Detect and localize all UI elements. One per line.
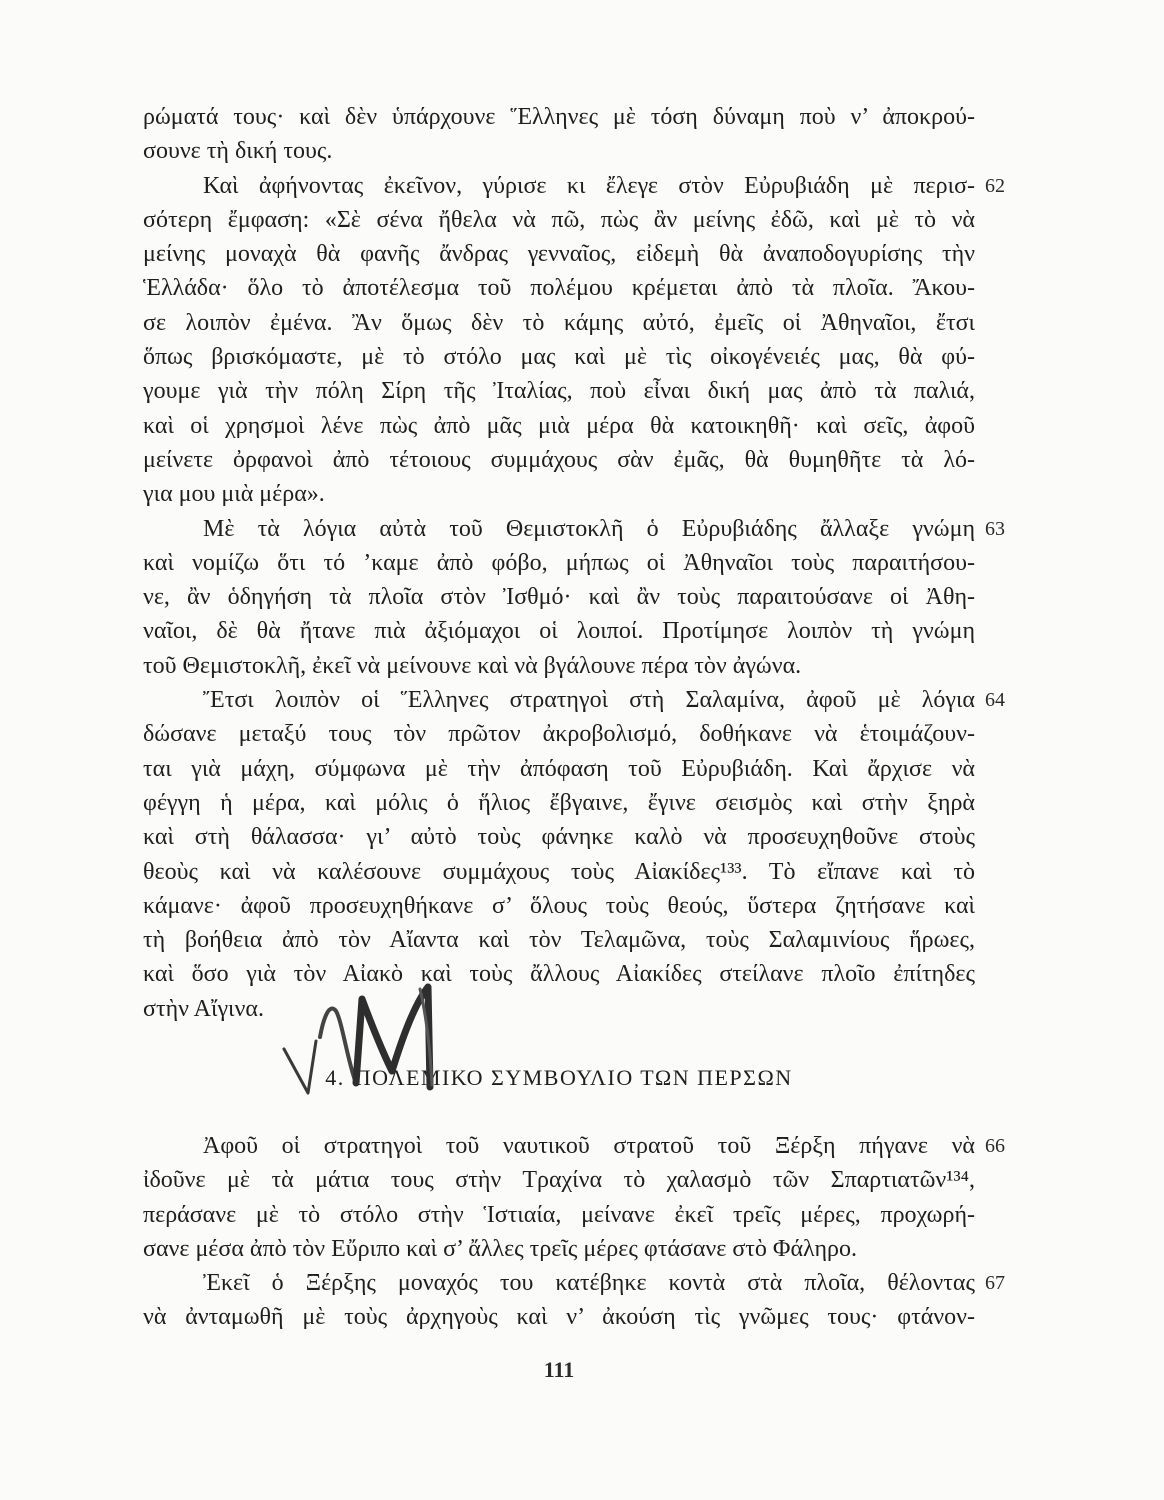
text-line: τὴ βοήθεια ἀπὸ τὸν Αἴαντα καὶ τὸν Τελαμῶνα, τοὺς Σαλαμινίους ἥρωες, bbox=[143, 927, 975, 954]
paragraph bbox=[143, 512, 1005, 683]
chapter-heading-number: 4. bbox=[325, 1065, 345, 1090]
marginal-chapter-number: 62 bbox=[985, 174, 1005, 197]
text-line: φέγγη ἡ μέρα, καὶ μόλις ὁ ἥλιος ἔβγαινε, ἔγινε σεισμὸς καὶ στὴν ξηρὰ bbox=[143, 789, 975, 816]
paragraph bbox=[143, 1266, 1005, 1335]
text-line: νὰ ἀνταμωθῆ μὲ τοὺς ἀρχηγοὺς καὶ ν’ ἀκούση τὶς γνῶμες τους· φτάνον- bbox=[143, 1304, 975, 1331]
text-line: περάσανε μὲ τὸ στόλο στὴν Ἱστιαία, μείνανε ἐκεῖ τρεῖς μέρες, προχωρή- bbox=[143, 1201, 975, 1228]
paragraph bbox=[143, 100, 975, 169]
text-line: ναῖοι, δὲ θὰ ἤτανε πιὰ ἀξιόμαχοι οἱ λοιποί. Προτίμησε λοιπὸν τὴ γνώμη bbox=[143, 618, 975, 645]
text-line: ὅπως βρισκόμαστε, μὲ τὸ στόλο μας καὶ μὲ τὶς οἰκογένειές μας, θὰ φύ- bbox=[143, 344, 975, 371]
text-line: στὴν Αἴγινα. bbox=[143, 995, 264, 1022]
marginal-chapter-number: 63 bbox=[985, 517, 1005, 540]
text-line: καὶ οἱ χρησμοὶ λένε πὼς ἀπὸ μᾶς μιὰ μέρα θὰ κατοικηθῆ· καὶ σεῖς, ἀφοῦ bbox=[143, 412, 975, 439]
text-line: Καὶ ἀφήνοντας ἐκεῖνον, γύρισε κι ἔλεγε στὸν Εὐρυβιάδη μὲ περισ- bbox=[203, 172, 975, 199]
text-line: ται γιὰ μάχη, σύμφωνα μὲ τὴν ἀπόφαση τοῦ Εὐρυβιάδη. Καὶ ἄρχισε νὰ bbox=[143, 755, 975, 782]
chapter-heading-title: ΠΟΛΕΜΙΚΟ ΣΥΜΒΟΥΛΙΟ ΤΩΝ ΠΕΡΣΩΝ bbox=[354, 1065, 793, 1090]
text-line: θεοὺς καὶ νὰ καλέσουνε συμμάχους τοὺς Αἰακίδες¹³³. Τὸ εἴπανε καὶ τὸ bbox=[143, 858, 975, 885]
text-line: μείνετε ὀρφανοὶ ἀπὸ τέτοιους συμμάχους σὰν ἐμᾶς, θὰ θυμηθῆτε τὰ λό- bbox=[143, 446, 975, 473]
paragraph bbox=[143, 1129, 1005, 1266]
text-line: ρώματά τους· καὶ δὲν ὑπάρχουνε Ἕλληνες μὲ τόση δύναμη ποὺ ν’ ἀποκρού- bbox=[143, 104, 975, 130]
page-number: 111 bbox=[543, 1357, 575, 1382]
text-line: Ἑλλάδα· ὅλο τὸ ἀποτέλεσμα τοῦ πολέμου κρέμεται ἀπὸ τὰ πλοῖα. Ἄκου- bbox=[143, 275, 975, 302]
text-line: δώσανε μεταξύ τους τὸν πρῶτον ἀκροβολισμό, δοθήκανε νὰ ἑτοιμάζουν- bbox=[143, 721, 975, 748]
paragraph bbox=[143, 683, 1005, 1026]
paragraph bbox=[143, 169, 1005, 512]
text-line: Μὲ τὰ λόγια αὐτὰ τοῦ Θεμιστοκλῆ ὁ Εὐρυβιάδης ἄλλαξε γνώμη bbox=[203, 515, 975, 542]
text-line: σουνε τὴ δική τους. bbox=[143, 138, 333, 165]
text-line: Ἐκεῖ ὁ Ξέρξης μοναχός του κατέβηκε κοντὰ στὰ πλοῖα, θέλοντας bbox=[203, 1270, 975, 1297]
text-line: νε, ἂν ὁδηγήση τὰ πλοῖα στὸν Ἰσθμό· καὶ ἂν τοὺς παραιτούσανε οἱ Ἀθη- bbox=[143, 584, 975, 611]
text-line: για μου μιὰ μέρα». bbox=[143, 481, 325, 508]
marginal-chapter-number: 66 bbox=[985, 1135, 1005, 1157]
text-line: σανε μέσα ἀπὸ τὸν Εὔριπο καὶ σ’ ἄλλες τρεῖς μέρες φτάσανε στὸ Φάληρο. bbox=[143, 1235, 857, 1262]
text-line: ἰδοῦνε μὲ τὰ μάτια τους στὴν Τραχίνα τὸ χαλασμὸ τῶν Σπαρτιατῶν¹³⁴, bbox=[143, 1167, 975, 1194]
text-line: καὶ νομίζω ὅτι τό ’καμε ἀπὸ φόβο, μήπως οἱ Ἀθηναῖοι τοὺς παραιτήσου- bbox=[143, 549, 975, 576]
text-line: μείνης μοναχὰ θὰ φανῆς ἄνδρας γενναῖος, εἰδεμὴ θὰ ἀναποδογυρίσης τὴν bbox=[143, 241, 975, 268]
text-line: σε λοιπὸν ἐμένα. Ἂν ὅμως δὲν τὸ κάμης αὐτό, ἐμεῖς οἱ Ἀθηναῖοι, ἔτσι bbox=[143, 309, 975, 336]
text-line: τοῦ Θεμιστοκλῆ, ἐκεῖ νὰ μείνουνε καὶ νὰ βγάλουνε πέρα τὸν ἀγώνα. bbox=[143, 652, 802, 679]
text-line: καὶ στὴ θάλασσα· γι’ αὐτὸ τοὺς φάνηκε καλὸ νὰ προσευχηθοῦνε στοὺς bbox=[143, 824, 975, 851]
text-line: Ἔτσι λοιπὸν οἱ Ἕλληνες στρατηγοὶ στὴ Σαλαμίνα, ἀφοῦ μὲ λόγια bbox=[203, 687, 975, 714]
second-text-section bbox=[143, 1129, 1005, 1335]
text-line: κάμανε· ἀφοῦ προσευχηθήκανε σ’ ὅλους τοὺς θεούς, ὕστερα ζητήσανε καὶ bbox=[143, 892, 975, 919]
text-line: σότερη ἔμφαση: «Σὲ σένα ἤθελα νὰ πῶ, πὼς ἂν μείνης ἐδῶ, καὶ μὲ τὸ νὰ bbox=[143, 206, 975, 233]
marginal-chapter-number: 64 bbox=[985, 689, 1005, 712]
text-line: γουμε γιὰ τὴν πόλη Σίρη τῆς Ἰταλίας, ποὺ εἶναι δική μας ἀπὸ τὰ παλιά, bbox=[143, 378, 975, 405]
marginal-chapter-number: 67 bbox=[985, 1272, 1005, 1295]
text-line: καὶ ὅσο γιὰ τὸν Αἰακὸ καὶ τοὺς ἄλλους Αἰακίδες στείλανε πλοῖο ἐπίτηδες bbox=[143, 961, 975, 988]
main-text-section bbox=[143, 100, 1005, 1026]
text-line: Ἀφοῦ οἱ στρατηγοὶ τοῦ ναυτικοῦ στρατοῦ τοῦ Ξέρξη πήγανε νὰ bbox=[203, 1133, 975, 1159]
chapter-heading bbox=[143, 1061, 975, 1095]
